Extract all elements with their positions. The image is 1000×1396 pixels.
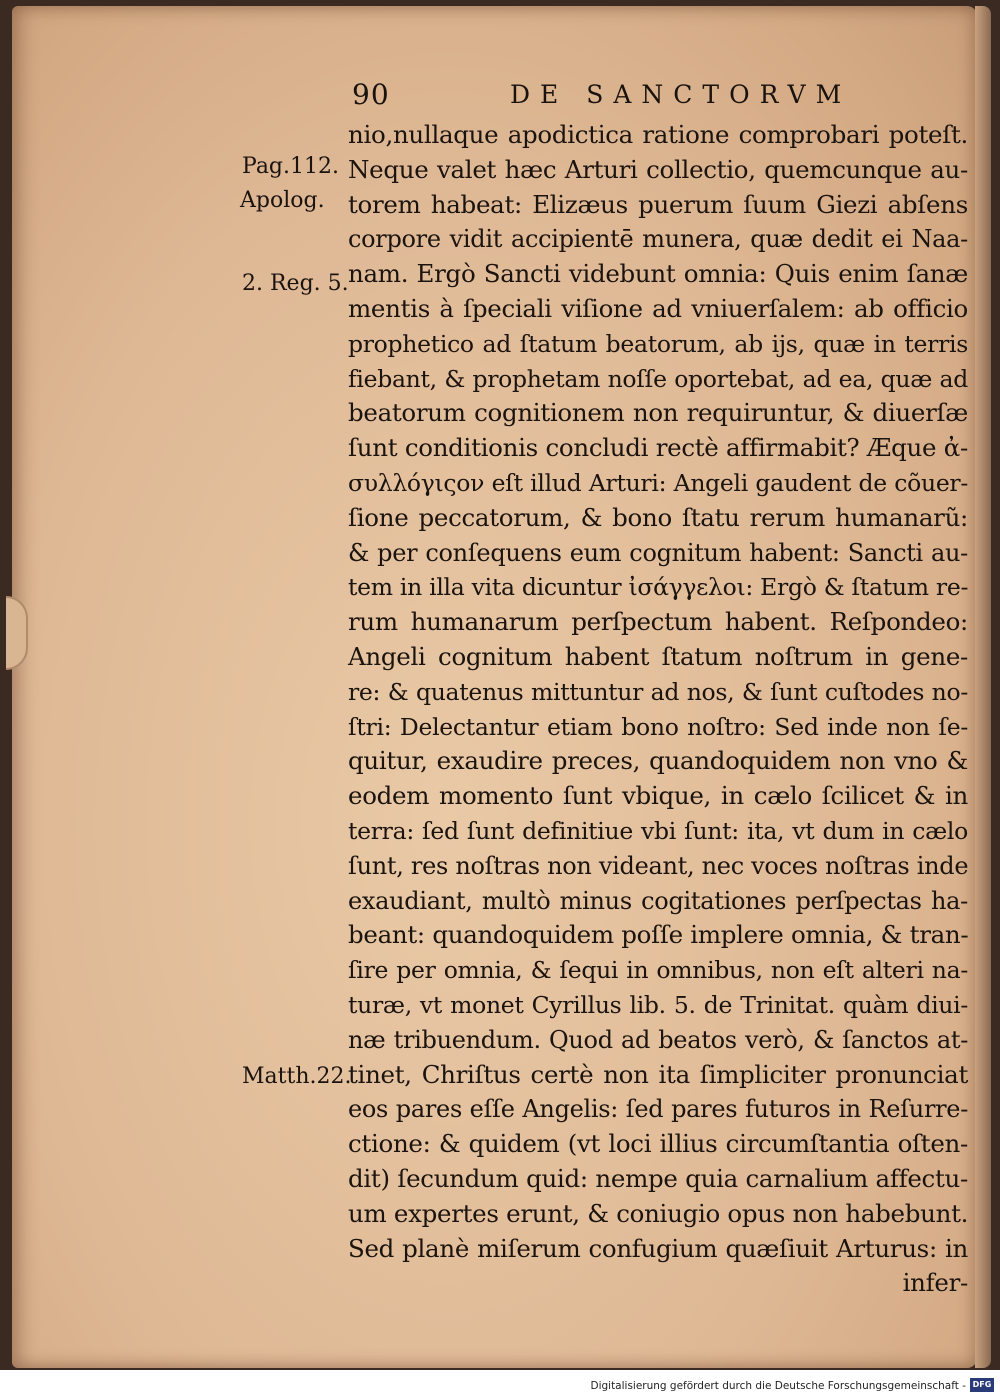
text-line: ſunt conditionis concludi rectè affirmabit? Æque ἀ- xyxy=(348,433,968,463)
page-tab-mark xyxy=(6,596,28,670)
page-number: 90 xyxy=(352,78,390,111)
text-line: corpore vidit accipientē munera, quæ dedit ei Naa- xyxy=(348,225,968,254)
text-line: Neque valet hæc Arturi collectio, quemcunque au- xyxy=(348,154,968,184)
text-line: torem habeat: Elizæus puerum ſuum Giezi abſens xyxy=(348,189,968,219)
text-line: & per conſequens eum cognitum habent: Sancti au- xyxy=(348,538,968,567)
text-line: ſunt, res noſtras non videant, nec voces noſtras inde xyxy=(348,851,969,880)
text-line: ſtri: Delectantur etiam bono noſtro: Sed inde non ſe- xyxy=(348,712,968,741)
text-line: συλλόγιςον eſt illud Arturi: Angeli gaudent de cõuer- xyxy=(348,468,968,497)
text-line: eos pares eſſe Angelis: ſed pares futuros in Reſurre- xyxy=(348,1095,968,1124)
text-line: ctione: & quidem (vt loci illius circumſtantia oſten- xyxy=(348,1129,968,1159)
text-line: turæ, vt monet Cyrillus lib. 5. de Trinitat. quàm diui- xyxy=(348,990,968,1019)
text-line: exaudiant, multò minus cogitationes perſpectas ha- xyxy=(348,886,968,915)
text-line: tem in illa vita dicuntur ἰσάγγελοι: Ergò & ſtatum re- xyxy=(348,573,969,602)
margin-note-apolog: Apolog. xyxy=(240,188,325,213)
book-page xyxy=(12,6,977,1368)
text-line: prophetico ad ſtatum beatorum, ab ijs, quæ in terris xyxy=(348,329,968,358)
text-line: Angeli cognitum habent ſtatum noſtrum in gene- xyxy=(348,641,968,671)
text-line: mentis à ſpeciali viſione ad vniuerſalem: ab officio xyxy=(348,293,968,323)
text-line: beatorum cognitionem non requiruntur, & diuerſæ xyxy=(348,398,968,428)
text-line: nio,nullaque apodictica ratione comprobari poteſt. xyxy=(348,120,968,149)
text-line: re: & quatenus mittuntur ad nos, & ſunt cuſtodes no- xyxy=(348,677,968,706)
text-line: ſire per omnia, & ſequi in omnibus, non eſt alteri na- xyxy=(348,956,968,985)
text-line: quitur, exaudire preces, quandoquidem non vno & xyxy=(348,746,968,776)
text-line: dit) ſecundum quid: nempe quia carnalium affectu- xyxy=(348,1163,968,1193)
text-line: terra: ſed ſunt definitiue vbi ſunt: ita, vt dum in cælo xyxy=(348,816,968,845)
text-line: beant: quandoquidem poſſe implere omnia, & tran- xyxy=(348,920,969,950)
text-line: Sed planè miſerum confugium quæſiuit Arturus: in xyxy=(348,1233,968,1263)
page-header xyxy=(12,78,977,118)
margin-note-pag: Pag.112. xyxy=(242,154,339,179)
text-line: um expertes erunt, & coniugio opus non habebunt. xyxy=(348,1198,969,1228)
text-line: næ tribuendum. Quod ad beatos verò, & ſanctos at- xyxy=(348,1025,968,1054)
footer-credit: Digitalisierung gefördert durch die Deutsche Forschungsgemeinschaft - xyxy=(590,1380,966,1392)
text-line: tinet, Chriſtus certè non ita ſimpliciter pronunciat xyxy=(348,1059,968,1089)
dfg-logo: DFG xyxy=(970,1378,994,1392)
body-text xyxy=(348,118,968,1301)
text-line: rum humanarum perſpectum habent. Reſpondeo: xyxy=(348,607,968,637)
text-line: eodem momento ſunt vbique, in cælo ſcilicet & in xyxy=(348,781,968,811)
margin-note-reg: 2. Reg. 5. xyxy=(242,271,349,296)
text-line: fiebant, & prophetam noſſe oportebat, ad ea, quæ ad xyxy=(348,364,968,393)
text-line: ſione peccatorum, & bono ſtatu rerum humanarũ: xyxy=(348,502,968,532)
margin-note-matth: Matth.22. xyxy=(242,1064,352,1089)
text-line: nam. Ergò Sancti videbunt omnia: Quis enim ſanæ xyxy=(348,259,968,289)
catchword: infer- xyxy=(902,1268,968,1298)
running-head: DE SANCTORVM xyxy=(510,80,852,109)
